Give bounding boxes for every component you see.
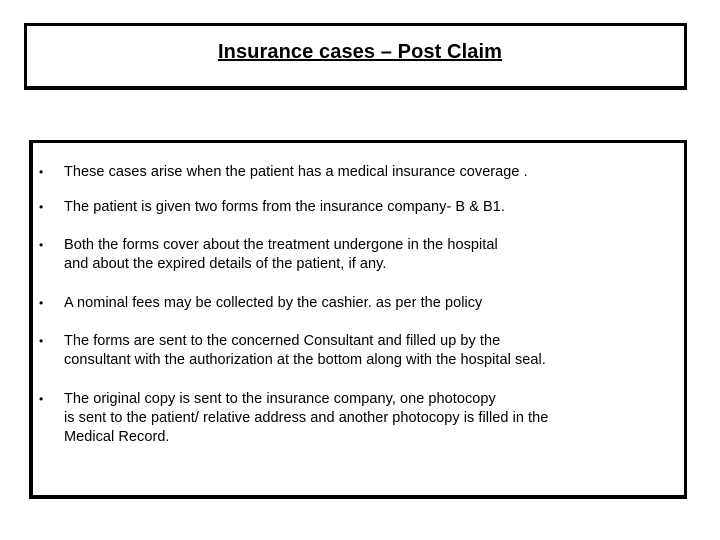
bullet-text: Both the forms cover about the treatment undergone in the hospital and about the expired details of the patient, if any.	[64, 237, 498, 272]
bullet-text: A nominal fees may be collected by the cashier. as per the policy	[64, 295, 483, 311]
slide-title: Insurance cases – Post Claim	[217, 41, 503, 63]
bullet-text: The forms are sent to the concerned Consultant and filled up by the consultant with the authorization at the bottom along with the hospital seal.	[64, 333, 546, 368]
bullet-icon: •	[39, 238, 44, 252]
bullet-icon: •	[39, 165, 44, 179]
bullet-text: The patient is given two forms from the insurance company- B & B1.	[64, 199, 505, 215]
content-box	[29, 140, 687, 499]
bullet-icon: •	[39, 296, 44, 310]
bullet-text: These cases arise when the patient has a medical insurance coverage .	[64, 164, 528, 180]
bullet-icon: •	[39, 200, 44, 214]
bullet-icon: •	[39, 392, 44, 406]
bullet-icon: •	[39, 334, 44, 348]
bullet-text: The original copy is sent to the insurance company, one photocopy is sent to the patient/ relative address and another photocopy is filled in the Medical Record.	[64, 391, 549, 445]
